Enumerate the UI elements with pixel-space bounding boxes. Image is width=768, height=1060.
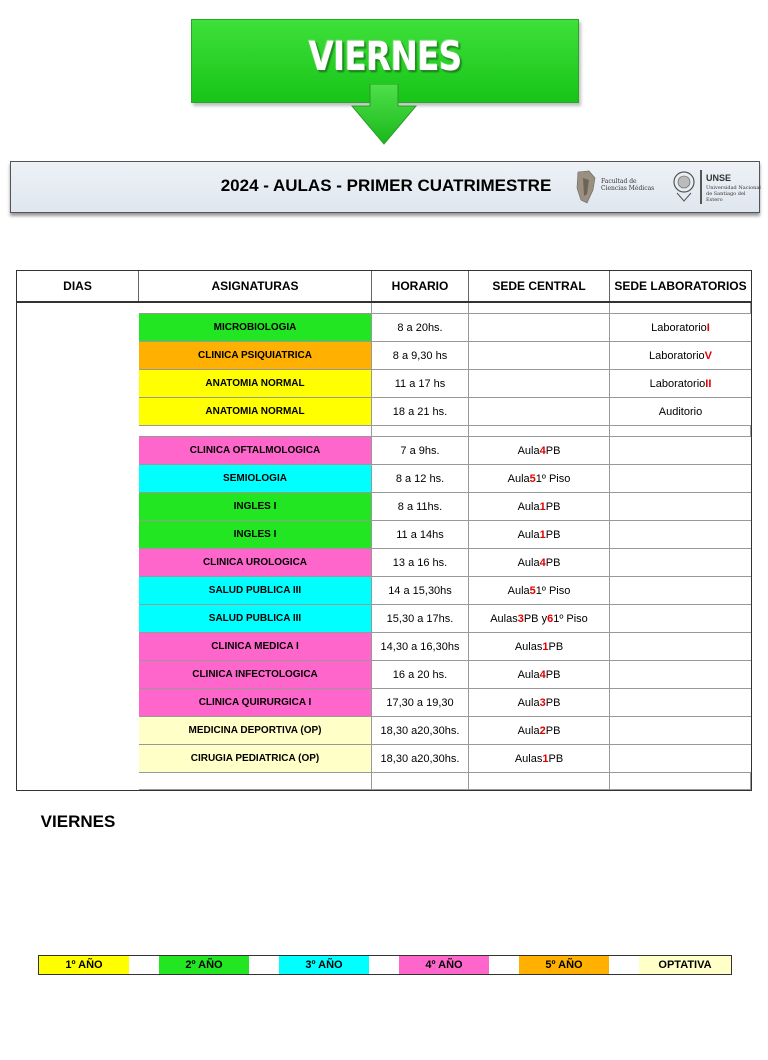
legend-spacer	[489, 956, 519, 974]
room-number: I	[706, 321, 710, 334]
sede-laboratorios-cell	[610, 549, 751, 577]
year-legend	[38, 955, 732, 975]
unse-logo	[669, 166, 759, 208]
spacer-cell	[139, 303, 372, 314]
room-number: 1	[542, 752, 549, 765]
legend-item-5-ano: 5º AÑO	[519, 956, 609, 974]
room-text: Aula	[517, 724, 540, 737]
room-text: Aula	[517, 556, 540, 569]
spacer-cell	[469, 303, 610, 314]
spacer-cell	[372, 773, 469, 790]
sede-laboratorios-cell	[610, 342, 751, 370]
room-text: Aulas	[514, 752, 543, 765]
spacer-cell	[469, 773, 610, 790]
sede-central-cell	[469, 633, 610, 661]
room-text: PB	[545, 696, 561, 709]
legend-item-3-ano: 3º AÑO	[279, 956, 369, 974]
room-number: V	[704, 349, 712, 362]
room-text: PB	[545, 528, 561, 541]
horario-cell: 16 a 20 hs.	[372, 661, 469, 689]
room-number: 1	[539, 500, 546, 513]
room-number: 4	[539, 444, 546, 457]
sede-central-cell	[469, 689, 610, 717]
horario-cell: 8 a 20hs.	[372, 314, 469, 342]
horario-cell: 15,30 a 17hs.	[372, 605, 469, 633]
subject-cell: SEMIOLOGIA	[139, 465, 372, 493]
sede-laboratorios-cell	[610, 465, 751, 493]
room-text: 1º Piso	[553, 612, 588, 625]
horario-cell: 17,30 a 19,30	[372, 689, 469, 717]
room-number: II	[705, 377, 712, 390]
subject-cell: ANATOMIA NORMAL	[139, 370, 372, 398]
subject-cell: SALUD PUBLICA III	[139, 577, 372, 605]
subject-cell: CLINICA PSIQUIATRICA	[139, 342, 372, 370]
room-text: Aula	[517, 696, 540, 709]
room-text: Aula	[507, 472, 530, 485]
faculty-logo	[571, 167, 671, 207]
room-text: Aulas	[490, 612, 518, 625]
horario-cell: 18 a 21 hs.	[372, 398, 469, 426]
room-text: Aula	[517, 500, 540, 513]
unse-logo-line-2: de Santiago del Estero	[706, 191, 746, 203]
horario-cell: 8 a 9,30 hs	[372, 342, 469, 370]
sede-central-cell	[469, 314, 610, 342]
room-text: Aula	[517, 668, 540, 681]
subject-cell: ANATOMIA NORMAL	[139, 398, 372, 426]
room-text: Aula	[517, 444, 540, 457]
faculty-logo-line-2: Ciencias Médicas	[601, 185, 655, 192]
room-text: Laboratorio	[651, 321, 707, 334]
subject-cell: MICROBIOLOGIA	[139, 314, 372, 342]
sede-central-cell	[469, 577, 610, 605]
room-text: PB	[548, 752, 564, 765]
horario-cell: 18,30 a20,30hs.	[372, 745, 469, 773]
room-text: Aula	[517, 528, 540, 541]
horario-cell: 18,30 a20,30hs.	[372, 717, 469, 745]
room-text: PB	[545, 668, 561, 681]
sede-central-cell	[469, 549, 610, 577]
room-number: 5	[529, 472, 536, 485]
sede-central-cell	[469, 493, 610, 521]
title-bar	[10, 161, 760, 213]
spacer-cell	[610, 426, 751, 437]
room-number: 5	[529, 584, 536, 597]
horario-cell: 13 a 16 hs.	[372, 549, 469, 577]
sede-central-cell	[469, 437, 610, 465]
sede-central-cell	[469, 465, 610, 493]
room-text: Laboratorio	[649, 377, 706, 390]
subject-cell: CIRUGIA PEDIATRICA (OP)	[139, 745, 372, 773]
sede-laboratorios-cell	[610, 437, 751, 465]
subject-cell: CLINICA QUIRURGICA I	[139, 689, 372, 717]
room-text: PB y	[523, 612, 548, 625]
down-arrow-icon	[350, 84, 418, 146]
subject-cell: CLINICA MEDICA I	[139, 633, 372, 661]
spacer-cell	[372, 303, 469, 314]
legend-spacer	[249, 956, 279, 974]
room-text: Auditorio	[658, 405, 703, 418]
sede-central-cell	[469, 661, 610, 689]
legend-spacer	[129, 956, 159, 974]
room-number: 6	[547, 612, 554, 625]
room-number: 4	[539, 668, 546, 681]
subject-cell: SALUD PUBLICA III	[139, 605, 372, 633]
sede-central-cell	[469, 398, 610, 426]
sede-central-cell	[469, 717, 610, 745]
spacer-cell	[139, 773, 372, 790]
sede-laboratorios-cell	[610, 661, 751, 689]
spacer-cell	[372, 426, 469, 437]
sede-laboratorios-cell	[610, 633, 751, 661]
spacer-cell	[139, 426, 372, 437]
spacer-cell	[610, 303, 751, 314]
legend-item-4-ano: 4º AÑO	[399, 956, 489, 974]
unse-logo-title: UNSE	[706, 173, 732, 183]
legend-item-2-ano: 2º AÑO	[159, 956, 249, 974]
room-text: PB	[548, 640, 564, 653]
sede-laboratorios-cell	[610, 370, 751, 398]
sede-central-cell	[469, 745, 610, 773]
header-horario: HORARIO	[372, 271, 469, 301]
schedule-title: 2024 - AULAS - PRIMER CUATRIMESTRE	[220, 176, 552, 195]
sede-laboratorios-cell	[610, 493, 751, 521]
sede-central-cell	[469, 521, 610, 549]
legend-spacer	[609, 956, 639, 974]
subject-cell: CLINICA INFECTOLOGICA	[139, 661, 372, 689]
horario-cell: 14 a 15,30hs	[372, 577, 469, 605]
header-sede-laboratorios: SEDE LABORATORIOS	[610, 271, 751, 301]
horario-cell: 11 a 14hs	[372, 521, 469, 549]
room-number: 1	[539, 528, 546, 541]
unse-logo-line-1: Universidad Nacional	[706, 185, 761, 191]
header-dias: DIAS	[17, 271, 139, 301]
room-number: 3	[539, 696, 546, 709]
legend-item-1-ano: 1º AÑO	[39, 956, 129, 974]
room-text: 1º Piso	[535, 472, 571, 485]
room-text: Aulas	[514, 640, 543, 653]
room-text: 1º Piso	[535, 584, 571, 597]
sede-central-cell	[469, 342, 610, 370]
horario-cell: 11 a 17 hs	[372, 370, 469, 398]
room-number: 4	[539, 556, 546, 569]
legend-spacer	[369, 956, 399, 974]
banner-title: VIERNES	[308, 34, 462, 80]
horario-cell: 8 a 11hs.	[372, 493, 469, 521]
room-text: Aula	[507, 584, 530, 597]
room-number: 2	[539, 724, 546, 737]
unse-seal-icon	[671, 169, 697, 203]
sede-laboratorios-cell	[610, 577, 751, 605]
horario-cell: 8 a 12 hs.	[372, 465, 469, 493]
room-text: PB	[545, 556, 561, 569]
room-text: PB	[545, 444, 561, 457]
subject-cell: CLINICA OFTALMOLOGICA	[139, 437, 372, 465]
legend-item-optativa: OPTATIVA	[639, 956, 731, 974]
subject-cell: CLINICA UROLOGICA	[139, 549, 372, 577]
sede-central-cell	[469, 370, 610, 398]
sede-laboratorios-cell	[610, 521, 751, 549]
room-text: Laboratorio	[649, 349, 705, 362]
sede-central-cell	[469, 605, 610, 633]
spacer-cell	[469, 426, 610, 437]
subject-cell: MEDICINA DEPORTIVA (OP)	[139, 717, 372, 745]
spacer-cell	[610, 773, 751, 790]
room-number: 1	[542, 640, 549, 653]
header-sede-central: SEDE CENTRAL	[469, 271, 610, 301]
horario-cell: 14,30 a 16,30hs	[372, 633, 469, 661]
room-number: 3	[517, 612, 524, 625]
day-label: VIERNES	[40, 812, 116, 831]
sede-laboratorios-cell	[610, 745, 751, 773]
room-text: PB	[545, 724, 561, 737]
sede-laboratorios-cell	[610, 717, 751, 745]
sede-laboratorios-cell	[610, 398, 751, 426]
subject-cell: INGLES I	[139, 493, 372, 521]
faculty-crest-icon	[575, 170, 597, 204]
header-asignaturas: ASIGNATURAS	[139, 271, 372, 301]
subject-cell: INGLES I	[139, 521, 372, 549]
sede-laboratorios-cell	[610, 314, 751, 342]
room-text: PB	[545, 500, 561, 513]
faculty-logo-line-1: Facultad de	[601, 178, 637, 185]
schedule-table	[16, 270, 752, 831]
sede-laboratorios-cell	[610, 605, 751, 633]
horario-cell: 7 a 9hs.	[372, 437, 469, 465]
sede-laboratorios-cell	[610, 689, 751, 717]
